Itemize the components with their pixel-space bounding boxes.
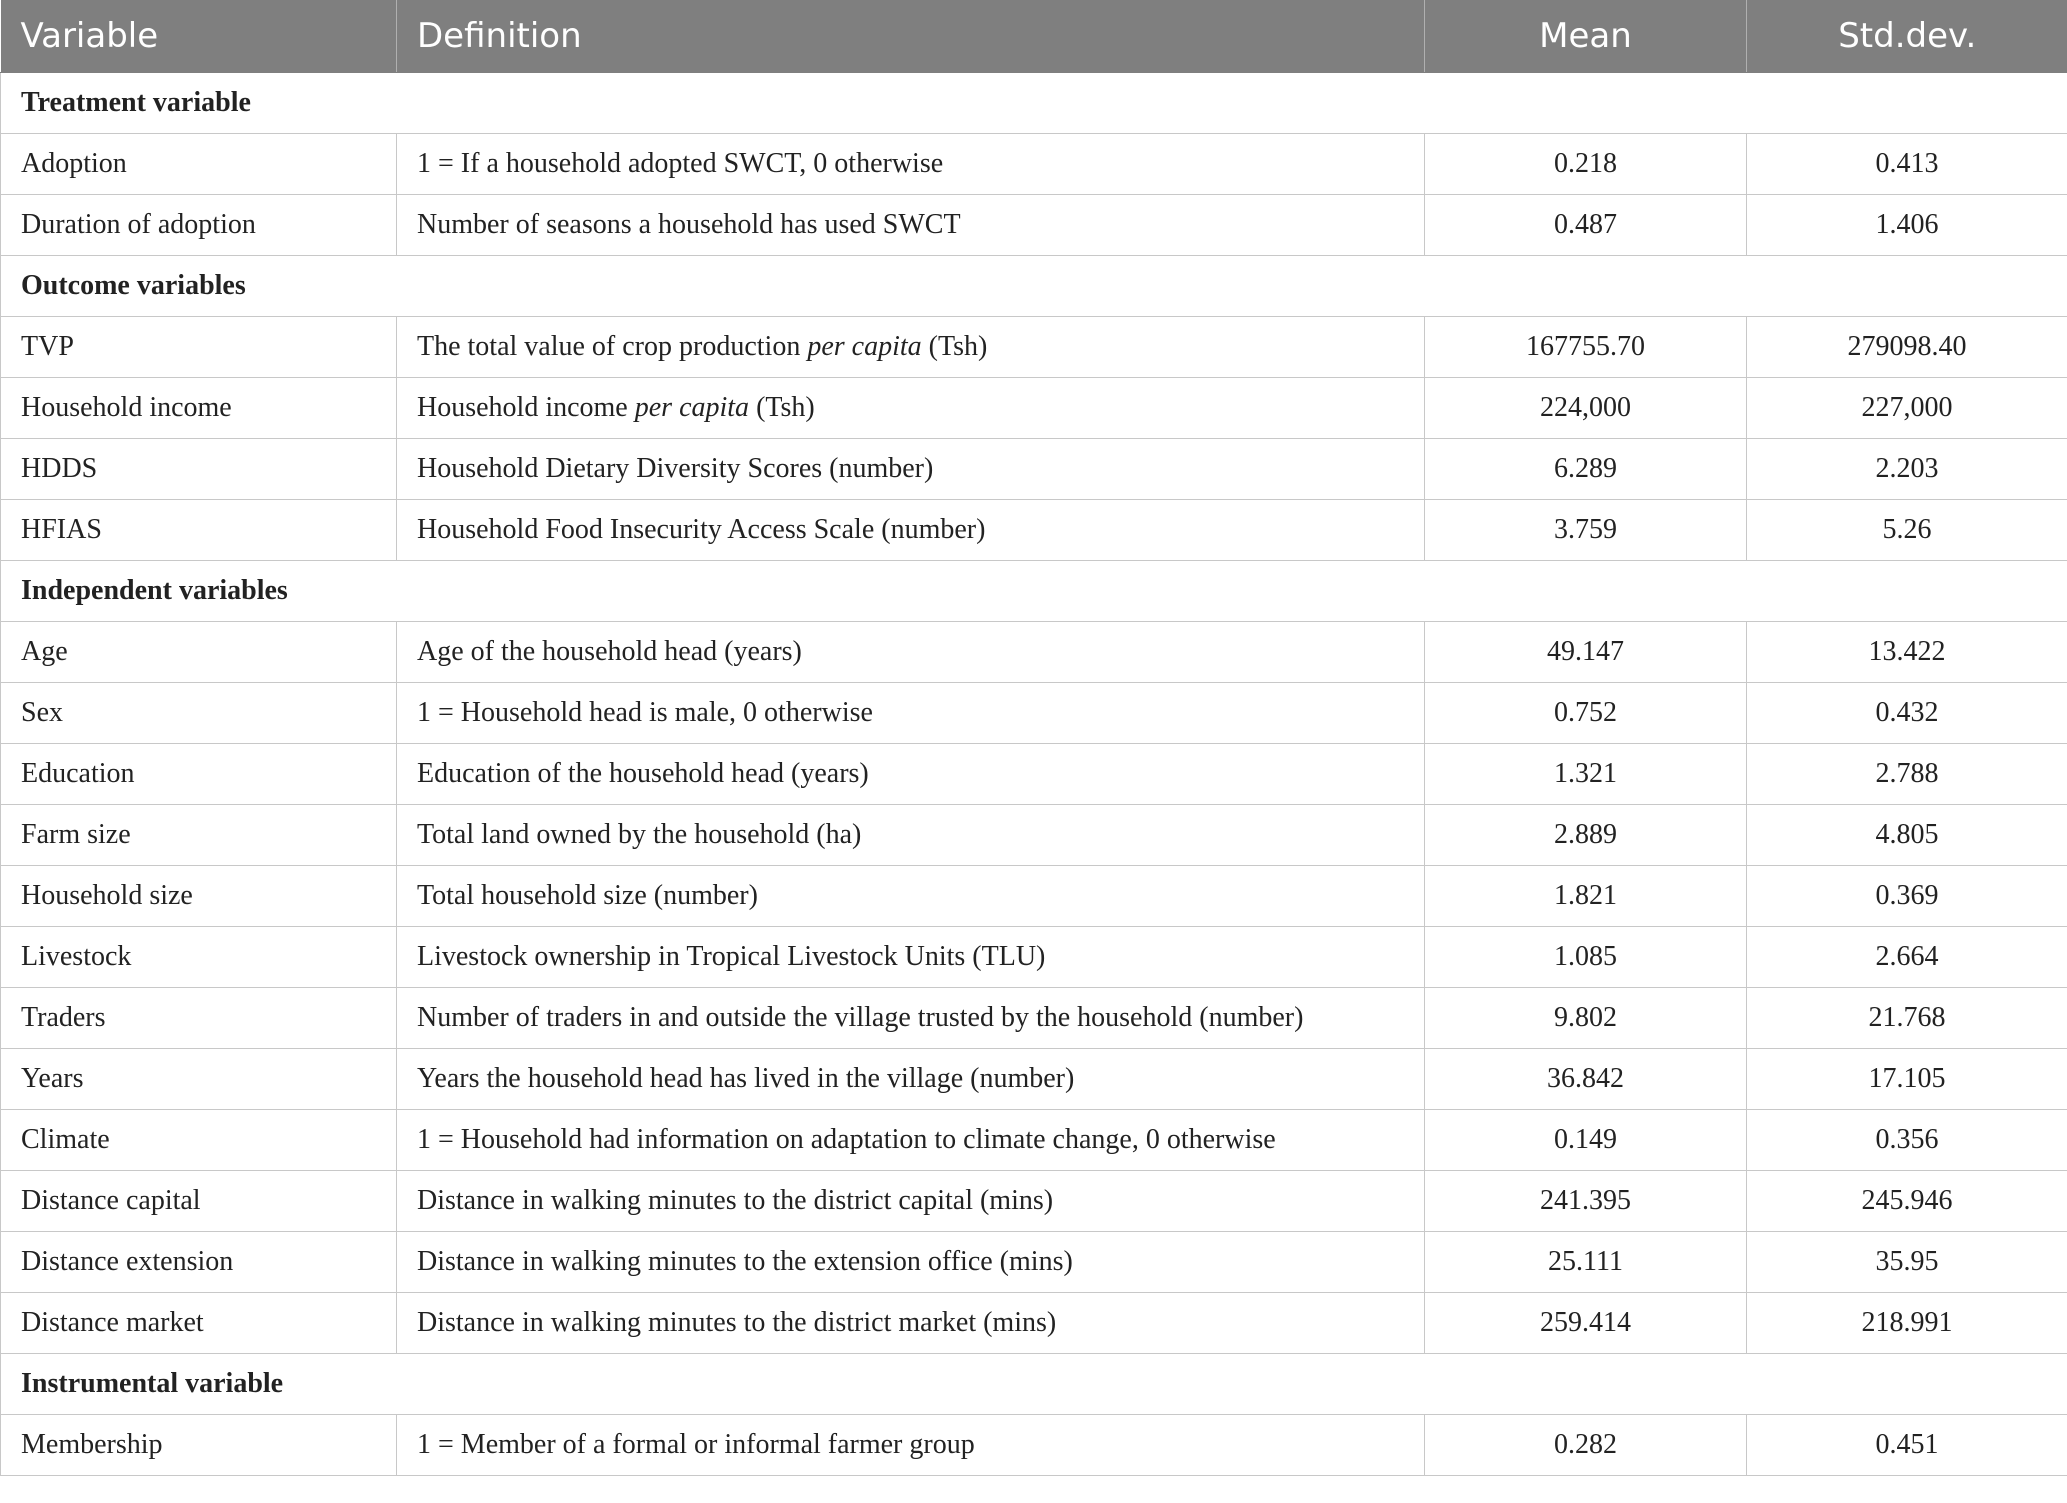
std-cell: 5.26 [1747,500,2067,561]
definition-cell [397,317,1425,378]
header-std-dev: Std.dev. [1747,0,2067,73]
std-cell: 279098.40 [1747,317,2067,378]
variable-cell: Traders [1,988,397,1049]
variable-cell: TVP [1,317,397,378]
definition-cell: Number of traders in and outside the village trusted by the household (number) [397,988,1425,1049]
variable-cell: Education [1,744,397,805]
definition-cell: Distance in walking minutes to the district market (mins) [397,1293,1425,1354]
table-row [1,439,2067,500]
std-cell: 0.369 [1747,866,2067,927]
std-cell: 0.432 [1747,683,2067,744]
header-row [1,0,2067,73]
variable-cell: Years [1,1049,397,1110]
mean-cell: 0.282 [1425,1415,1747,1476]
section-title: Instrumental variable [1,1354,2067,1415]
table-row [1,866,2067,927]
mean-cell: 6.289 [1425,439,1747,500]
std-cell: 2.203 [1747,439,2067,500]
mean-cell: 36.842 [1425,1049,1747,1110]
std-cell: 17.105 [1747,1049,2067,1110]
table-row [1,988,2067,1049]
std-cell: 245.946 [1747,1171,2067,1232]
mean-cell: 167755.70 [1425,317,1747,378]
variable-cell: Age [1,622,397,683]
definition-cell: Household Food Insecurity Access Scale (number) [397,500,1425,561]
section-title: Independent variables [1,561,2067,622]
definition-cell: 1 = Household had information on adaptation to climate change, 0 otherwise [397,1110,1425,1171]
table-row [1,1232,2067,1293]
mean-cell: 0.752 [1425,683,1747,744]
table-row [1,378,2067,439]
section-title: Treatment variable [1,73,2067,134]
variable-cell: Climate [1,1110,397,1171]
table-row [1,134,2067,195]
definition-cell: Years the household head has lived in the village (number) [397,1049,1425,1110]
variable-cell: HFIAS [1,500,397,561]
std-cell: 13.422 [1747,622,2067,683]
mean-cell: 25.111 [1425,1232,1747,1293]
std-cell: 218.991 [1747,1293,2067,1354]
variable-cell: Farm size [1,805,397,866]
section-row-instrumental [1,1354,2067,1415]
std-cell: 21.768 [1747,988,2067,1049]
section-row-independent [1,561,2067,622]
variable-cell: Distance extension [1,1232,397,1293]
variable-cell: HDDS [1,439,397,500]
table-row [1,1293,2067,1354]
std-cell: 0.356 [1747,1110,2067,1171]
definition-cell: Age of the household head (years) [397,622,1425,683]
variable-cell: Household size [1,866,397,927]
table-header [1,0,2067,73]
section-row-treatment [1,73,2067,134]
table-row [1,195,2067,256]
variable-cell: Duration of adoption [1,195,397,256]
std-cell: 1.406 [1747,195,2067,256]
definition-cell: Household Dietary Diversity Scores (number) [397,439,1425,500]
mean-cell: 9.802 [1425,988,1747,1049]
definition-cell: Livestock ownership in Tropical Livestock Units (TLU) [397,927,1425,988]
mean-cell: 0.149 [1425,1110,1747,1171]
std-cell: 2.664 [1747,927,2067,988]
std-cell: 0.451 [1747,1415,2067,1476]
section-row-outcome [1,256,2067,317]
definition-italic: per capita [634,392,750,423]
definition-cell: 1 = Member of a formal or informal farmer group [397,1415,1425,1476]
table-row [1,805,2067,866]
variable-cell: Distance capital [1,1171,397,1232]
table-row [1,1049,2067,1110]
std-cell: 0.413 [1747,134,2067,195]
definition-cell [397,378,1425,439]
table-row [1,622,2067,683]
table-row [1,317,2067,378]
std-cell: 2.788 [1747,744,2067,805]
definition-cell: 1 = If a household adopted SWCT, 0 otherwise [397,134,1425,195]
variable-cell: Sex [1,683,397,744]
mean-cell: 241.395 [1425,1171,1747,1232]
definition-cell: 1 = Household head is male, 0 otherwise [397,683,1425,744]
mean-cell: 1.821 [1425,866,1747,927]
section-title: Outcome variables [1,256,2067,317]
definition-cell: Number of seasons a household has used SWCT [397,195,1425,256]
variable-cell: Adoption [1,134,397,195]
table-row [1,927,2067,988]
table-row [1,1171,2067,1232]
mean-cell: 2.889 [1425,805,1747,866]
table-body [1,73,2067,1476]
mean-cell: 3.759 [1425,500,1747,561]
header-mean: Mean [1425,0,1747,73]
std-cell: 4.805 [1747,805,2067,866]
mean-cell: 49.147 [1425,622,1747,683]
variable-cell: Distance market [1,1293,397,1354]
table-row [1,1415,2067,1476]
definition-text: (Tsh) [921,331,988,362]
definition-cell: Distance in walking minutes to the extension office (mins) [397,1232,1425,1293]
definition-cell: Education of the household head (years) [397,744,1425,805]
table-row [1,744,2067,805]
definition-text: (Tsh) [749,392,815,423]
mean-cell: 0.218 [1425,134,1747,195]
definition-cell: Total household size (number) [397,866,1425,927]
header-variable: Variable [1,0,397,73]
definition-text: The total value of crop production [417,331,808,362]
std-cell: 227,000 [1747,378,2067,439]
header-definition: Definition [397,0,1425,73]
variable-cell: Membership [1,1415,397,1476]
mean-cell: 1.321 [1425,744,1747,805]
table-row [1,1110,2067,1171]
mean-cell: 259.414 [1425,1293,1747,1354]
mean-cell: 1.085 [1425,927,1747,988]
definition-italic: per capita [807,331,922,362]
definition-cell: Total land owned by the household (ha) [397,805,1425,866]
mean-cell: 224,000 [1425,378,1747,439]
variable-cell: Household income [1,378,397,439]
definition-text: Household income [417,392,635,423]
variable-cell: Livestock [1,927,397,988]
definition-cell: Distance in walking minutes to the district capital (mins) [397,1171,1425,1232]
std-cell: 35.95 [1747,1232,2067,1293]
mean-cell: 0.487 [1425,195,1747,256]
table-row [1,683,2067,744]
table-row [1,500,2067,561]
